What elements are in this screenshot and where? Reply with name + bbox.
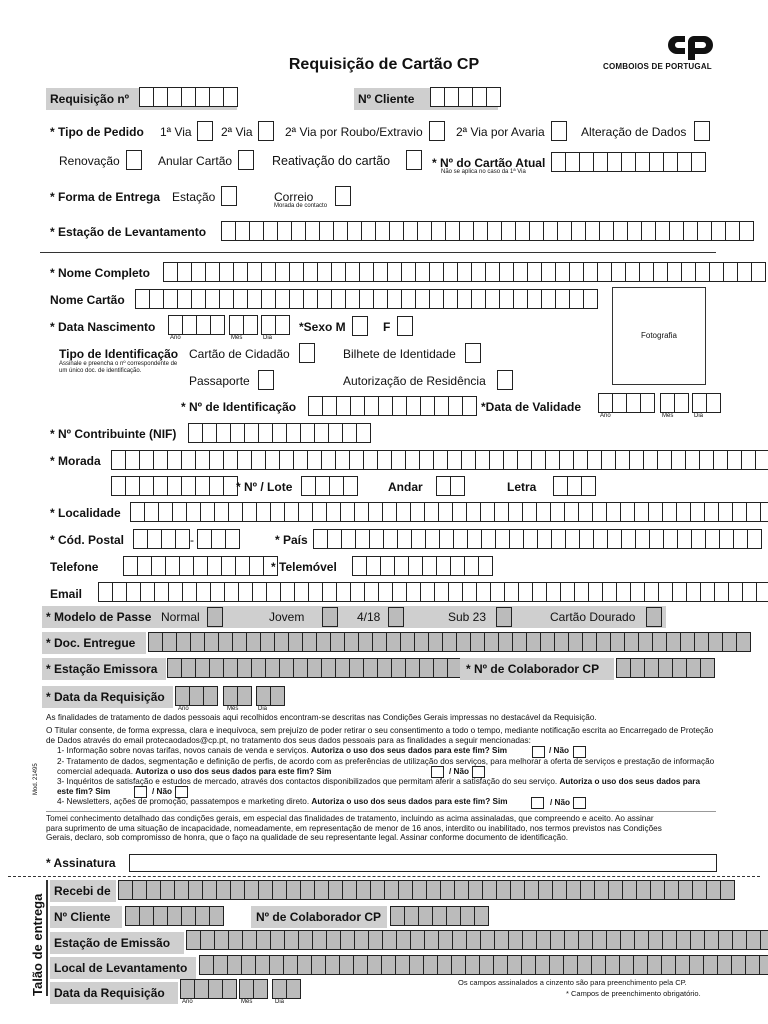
local-levantamento-input[interactable]	[199, 955, 768, 975]
modelo-label: * Modelo de Passe	[46, 610, 152, 624]
validade-mes-unit: Mês	[662, 413, 674, 419]
requisicao-ano-unit: Ano	[178, 706, 189, 712]
nascimento-dia-unit: Dia	[263, 335, 273, 341]
checkbox-id-residencia[interactable]	[497, 370, 513, 390]
nascimento-dia-input[interactable]	[261, 315, 289, 335]
talao-dia-input[interactable]	[272, 979, 300, 999]
nome-cartao-label: Nome Cartão	[50, 293, 125, 307]
recebi-input[interactable]	[118, 880, 734, 900]
morada-input[interactable]	[111, 450, 768, 470]
talao-side-label: Talão de entrega	[30, 893, 45, 996]
requisicao-dia-unit: Dia	[258, 706, 268, 712]
entrega-label: * Forma de Entrega	[50, 190, 161, 204]
consent-item-1-text: 1- Informação sobre novas tarifas, novos canais de venda e serviços.	[57, 746, 309, 755]
checkbox-reativacao[interactable]	[406, 150, 422, 170]
morada-label: * Morada	[50, 454, 101, 468]
sexo-label: *Sexo M	[299, 320, 346, 334]
talao-data-label: Data da Requisição	[54, 986, 165, 1000]
telefone-input[interactable]	[123, 556, 277, 576]
option-reativacao: Reativação do cartão	[272, 154, 391, 168]
option-avaria: 2ª Via por Avaria	[456, 125, 545, 139]
id-passaporte: Passaporte	[189, 374, 250, 388]
tipo-id-note: Assinale e preencha o nº correspondente de um único doc. de identificação.	[59, 361, 178, 374]
footer-note-2: * Campos de preenchimento obrigatório.	[566, 989, 701, 998]
letra-label: Letra	[507, 480, 537, 494]
pais-label: * País	[275, 533, 308, 547]
levantamento-label: * Estação de Levantamento	[50, 225, 207, 239]
nome-cartao-input[interactable]	[135, 289, 597, 309]
validade-dia-unit: Dia	[694, 413, 704, 419]
doc-entregue-label: * Doc. Entregue	[46, 636, 136, 650]
option-1-via: 1ª Via	[160, 125, 192, 139]
nif-input[interactable]	[188, 423, 370, 443]
data-nascimento-label: * Data Nascimento	[50, 320, 156, 334]
privacy-p2: O Titular consente, de forma expressa, clara e inequívoca, sem prejuízo de poder retirar o seu consentimento a todo o tempo, mediante notificação escrita ao Encarregado de Proteção de Dados através do email protecaodados@cp.pt, no tratamento dos seus dados pessoais para as finalidades a seguir mencionadas:	[46, 726, 714, 745]
estacao-emissora-input[interactable]	[167, 658, 461, 678]
cartao-atual-input[interactable]	[551, 152, 705, 172]
cod-postal-label: * Cód. Postal	[50, 533, 125, 547]
consent-4-nao-label: / Não	[550, 798, 571, 807]
entrega-correio: Correio	[274, 190, 314, 204]
consent-2-nao-label: / Não	[449, 767, 470, 776]
consent-item-4-question: Autoriza o uso dos seus dados para este fim? Sim	[311, 797, 508, 806]
talao-cliente-label: Nº Cliente	[54, 910, 111, 924]
estacao-emissao-input[interactable]	[186, 930, 768, 950]
id-residencia: Autorização de Residência	[343, 374, 486, 388]
checkbox-alteracao[interactable]	[694, 121, 710, 141]
sexo-f-label: F	[383, 320, 391, 334]
talao-vline	[46, 880, 48, 996]
photo-box	[612, 287, 706, 385]
nascimento-ano-unit: Ano	[170, 335, 181, 341]
modelo-jovem: Jovem	[269, 610, 305, 624]
consent-item-3-text: 3- Inquéritos de satisfação e estudos de mercado, através dos contactos disponibilizados que permitam aferir a satisfação do seu serviço.	[57, 777, 558, 786]
telemovel-input[interactable]	[352, 556, 492, 576]
cp-logo	[603, 34, 715, 71]
checkbox-modelo-4-18[interactable]	[388, 607, 404, 627]
checkbox-entrega-estacao[interactable]	[221, 186, 237, 206]
cartao-atual-note: Não se aplica no caso da 1ª Via	[441, 169, 526, 175]
option-renovacao: Renovação	[59, 154, 120, 168]
option-alteracao: Alteração de Dados	[581, 125, 687, 139]
cp-logo-icon	[667, 34, 715, 60]
talao-mes-unit: Mês	[241, 999, 253, 1005]
validade-mes-input[interactable]	[660, 393, 688, 413]
id-bi: Bilhete de Identidade	[343, 347, 456, 361]
option-anular: Anular Cartão	[158, 154, 233, 168]
estacao-emissao-label: Estação de Emissão	[54, 936, 171, 950]
talao-mes-input[interactable]	[239, 979, 267, 999]
local-levantamento-label: Local de Levantamento	[54, 961, 188, 975]
divider	[40, 252, 716, 253]
consent-item-4-text: 4- Newsletters, ações de promoção, passatempos e marketing direto.	[57, 797, 310, 806]
requisicao-label: Requisição nº	[50, 92, 130, 106]
nascimento-mes-input[interactable]	[229, 315, 257, 335]
consent-4-nao[interactable]	[573, 797, 586, 809]
nascimento-mes-unit: Mês	[231, 335, 243, 341]
consent-item-2-text: 2- Tratamento de dados, segmentação e definição de perfis, de acordo com as preferências de utilização dos serviços, para melhorar a oferta de serviços e prestação de informação comercial adequada.	[57, 757, 715, 776]
privacy-divider	[46, 811, 716, 812]
morada-input-2[interactable]	[111, 476, 237, 496]
talao-ano-unit: Ano	[182, 999, 193, 1005]
entrega-estacao: Estação	[172, 190, 216, 204]
checkbox-modelo-normal[interactable]	[207, 607, 223, 627]
consent-item-1	[57, 746, 527, 756]
colaborador-label: * Nº de Colaborador CP	[466, 662, 600, 676]
consent-4-sim[interactable]	[531, 797, 544, 809]
cod-postal-input-1[interactable]	[133, 529, 189, 549]
doc-entregue-input[interactable]	[148, 632, 750, 652]
entrega-correio-note: Morada de contacto	[274, 203, 328, 209]
assinatura-input[interactable]	[129, 854, 717, 872]
photo-label: Fotografia	[640, 331, 678, 340]
recebi-label: Recebi de	[54, 884, 111, 898]
checkbox-2-via[interactable]	[258, 121, 274, 141]
consent-3-nao-label: / Não	[152, 787, 173, 796]
checkbox-roubo[interactable]	[429, 121, 445, 141]
checkbox-anular[interactable]	[238, 150, 254, 170]
email-input[interactable]	[98, 582, 768, 602]
assinatura-label: * Assinatura	[46, 856, 116, 870]
modelo-dourado: Cartão Dourado	[550, 610, 636, 624]
validade-dia-input[interactable]	[692, 393, 720, 413]
option-roubo: 2ª Via por Roubo/Extravio	[285, 125, 423, 139]
checkbox-id-bi[interactable]	[465, 343, 481, 363]
checkbox-id-cc[interactable]	[299, 343, 315, 363]
consent-item-3-question: Autoriza o uso dos seus dados para este fim? Sim	[57, 777, 701, 796]
consent-item-2-question: Autoriza o uso dos seus dados para este fim? Sim	[135, 766, 332, 776]
nif-label: * Nº Contribuinte (NIF)	[50, 427, 177, 441]
modelo-sub23: Sub 23	[448, 610, 487, 624]
cod-postal-input-2[interactable]	[197, 529, 239, 549]
nascimento-ano-input[interactable]	[168, 315, 224, 335]
modelo-normal: Normal	[161, 610, 200, 624]
checkbox-modelo-sub23[interactable]	[496, 607, 512, 627]
checkbox-sexo-f[interactable]	[397, 316, 413, 336]
cut-line	[8, 876, 760, 877]
localidade-label: * Localidade	[50, 506, 121, 520]
talao-colaborador-label: Nº de Colaborador CP	[256, 910, 382, 924]
checkbox-modelo-jovem[interactable]	[322, 607, 338, 627]
pais-input[interactable]	[313, 529, 761, 549]
letra-input[interactable]	[553, 476, 595, 496]
estacao-emissora-label: * Estação Emissora	[46, 662, 158, 676]
consent-item-2	[57, 757, 717, 776]
option-2-via: 2ª Via	[221, 125, 253, 139]
page-title: Requisição de Cartão CP	[288, 56, 480, 73]
declaracao: Tomei conhecimento detalhado das condições gerais, em especial das finalidades de tratamento, incluindo as acima assinaladas, que compreendo e aceito. Ao assinar para suprimento de uma situação de incapacidade, nomeadamente, em representação de menor de 16 anos, interdito ou inabilitado, nos termos previstos nas Condições Gerais, declaro, sob compromisso de honra, que o faço na qualidade de seu representante legal. Assinar conforme documento de identificação.	[46, 814, 662, 842]
num-id-label: * Nº de Identificação	[181, 400, 297, 414]
talao-cliente-input[interactable]	[125, 906, 223, 926]
tipo-pedido-label: * Tipo de Pedido	[50, 125, 144, 139]
cliente-label: Nº Cliente	[358, 92, 415, 106]
requisicao-mes-input[interactable]	[223, 686, 251, 706]
checkbox-sexo-m[interactable]	[352, 316, 368, 336]
validade-label: *Data de Validade	[481, 400, 582, 414]
validade-ano-unit: Ano	[600, 413, 611, 419]
nome-completo-label: * Nome Completo	[50, 266, 151, 280]
requisicao-input[interactable]	[139, 87, 237, 107]
consent-item-1-question: Autoriza o uso dos seus dados para este fim? Sim	[310, 746, 508, 755]
telefone-label: Telefone	[50, 560, 99, 574]
nome-completo-input[interactable]	[163, 262, 765, 282]
checkbox-modelo-dourado[interactable]	[646, 607, 662, 627]
checkbox-entrega-correio[interactable]	[335, 186, 351, 206]
checkbox-1-via[interactable]	[197, 121, 213, 141]
requisicao-dia-input[interactable]	[256, 686, 284, 706]
email-label: Email	[50, 587, 83, 601]
colaborador-input[interactable]	[616, 658, 714, 678]
modelo-4-18: 4/18	[357, 610, 381, 624]
tipo-id-label: Tipo de Identificação	[59, 347, 179, 361]
cliente-input[interactable]	[430, 87, 500, 107]
lote-input[interactable]	[301, 476, 357, 496]
requisicao-mes-unit: Mês	[227, 706, 239, 712]
lote-label: * Nº / Lote	[236, 480, 293, 494]
privacy-p1: As finalidades de tratamento de dados pessoais aqui recolhidos encontram-se descritas nas Condições Gerais impressas no destacável da Requisição.	[46, 713, 597, 722]
requisicao-ano-input[interactable]	[175, 686, 217, 706]
andar-label: Andar	[388, 480, 423, 494]
consent-1-nao-label: / Não	[549, 746, 570, 755]
andar-input[interactable]	[436, 476, 464, 496]
talao-colaborador-input[interactable]	[390, 906, 488, 926]
consent-item-4	[57, 797, 537, 807]
mod-number: Mod. 21495	[33, 763, 39, 795]
cod-postal-sep: -	[190, 533, 194, 547]
levantamento-input[interactable]	[221, 221, 753, 241]
validade-ano-input[interactable]	[598, 393, 654, 413]
checkbox-avaria[interactable]	[551, 121, 567, 141]
cartao-atual-label: * Nº do Cartão Atual	[432, 156, 546, 170]
telemovel-label: * Telemóvel	[271, 560, 337, 574]
num-id-input[interactable]	[308, 396, 476, 416]
talao-ano-input[interactable]	[180, 979, 236, 999]
logo-text: COMBOIOS DE PORTUGAL	[603, 62, 712, 71]
localidade-input[interactable]	[130, 502, 768, 522]
id-cc: Cartão de Cidadão	[189, 347, 290, 361]
checkbox-id-passaporte[interactable]	[258, 370, 274, 390]
talao-dia-unit: Dia	[275, 999, 285, 1005]
checkbox-renovacao[interactable]	[126, 150, 142, 170]
data-requisicao-label: * Data da Requisição	[46, 690, 165, 704]
footer-note-1: Os campos assinalados a cinzento são para preenchimento pela CP.	[458, 978, 687, 987]
